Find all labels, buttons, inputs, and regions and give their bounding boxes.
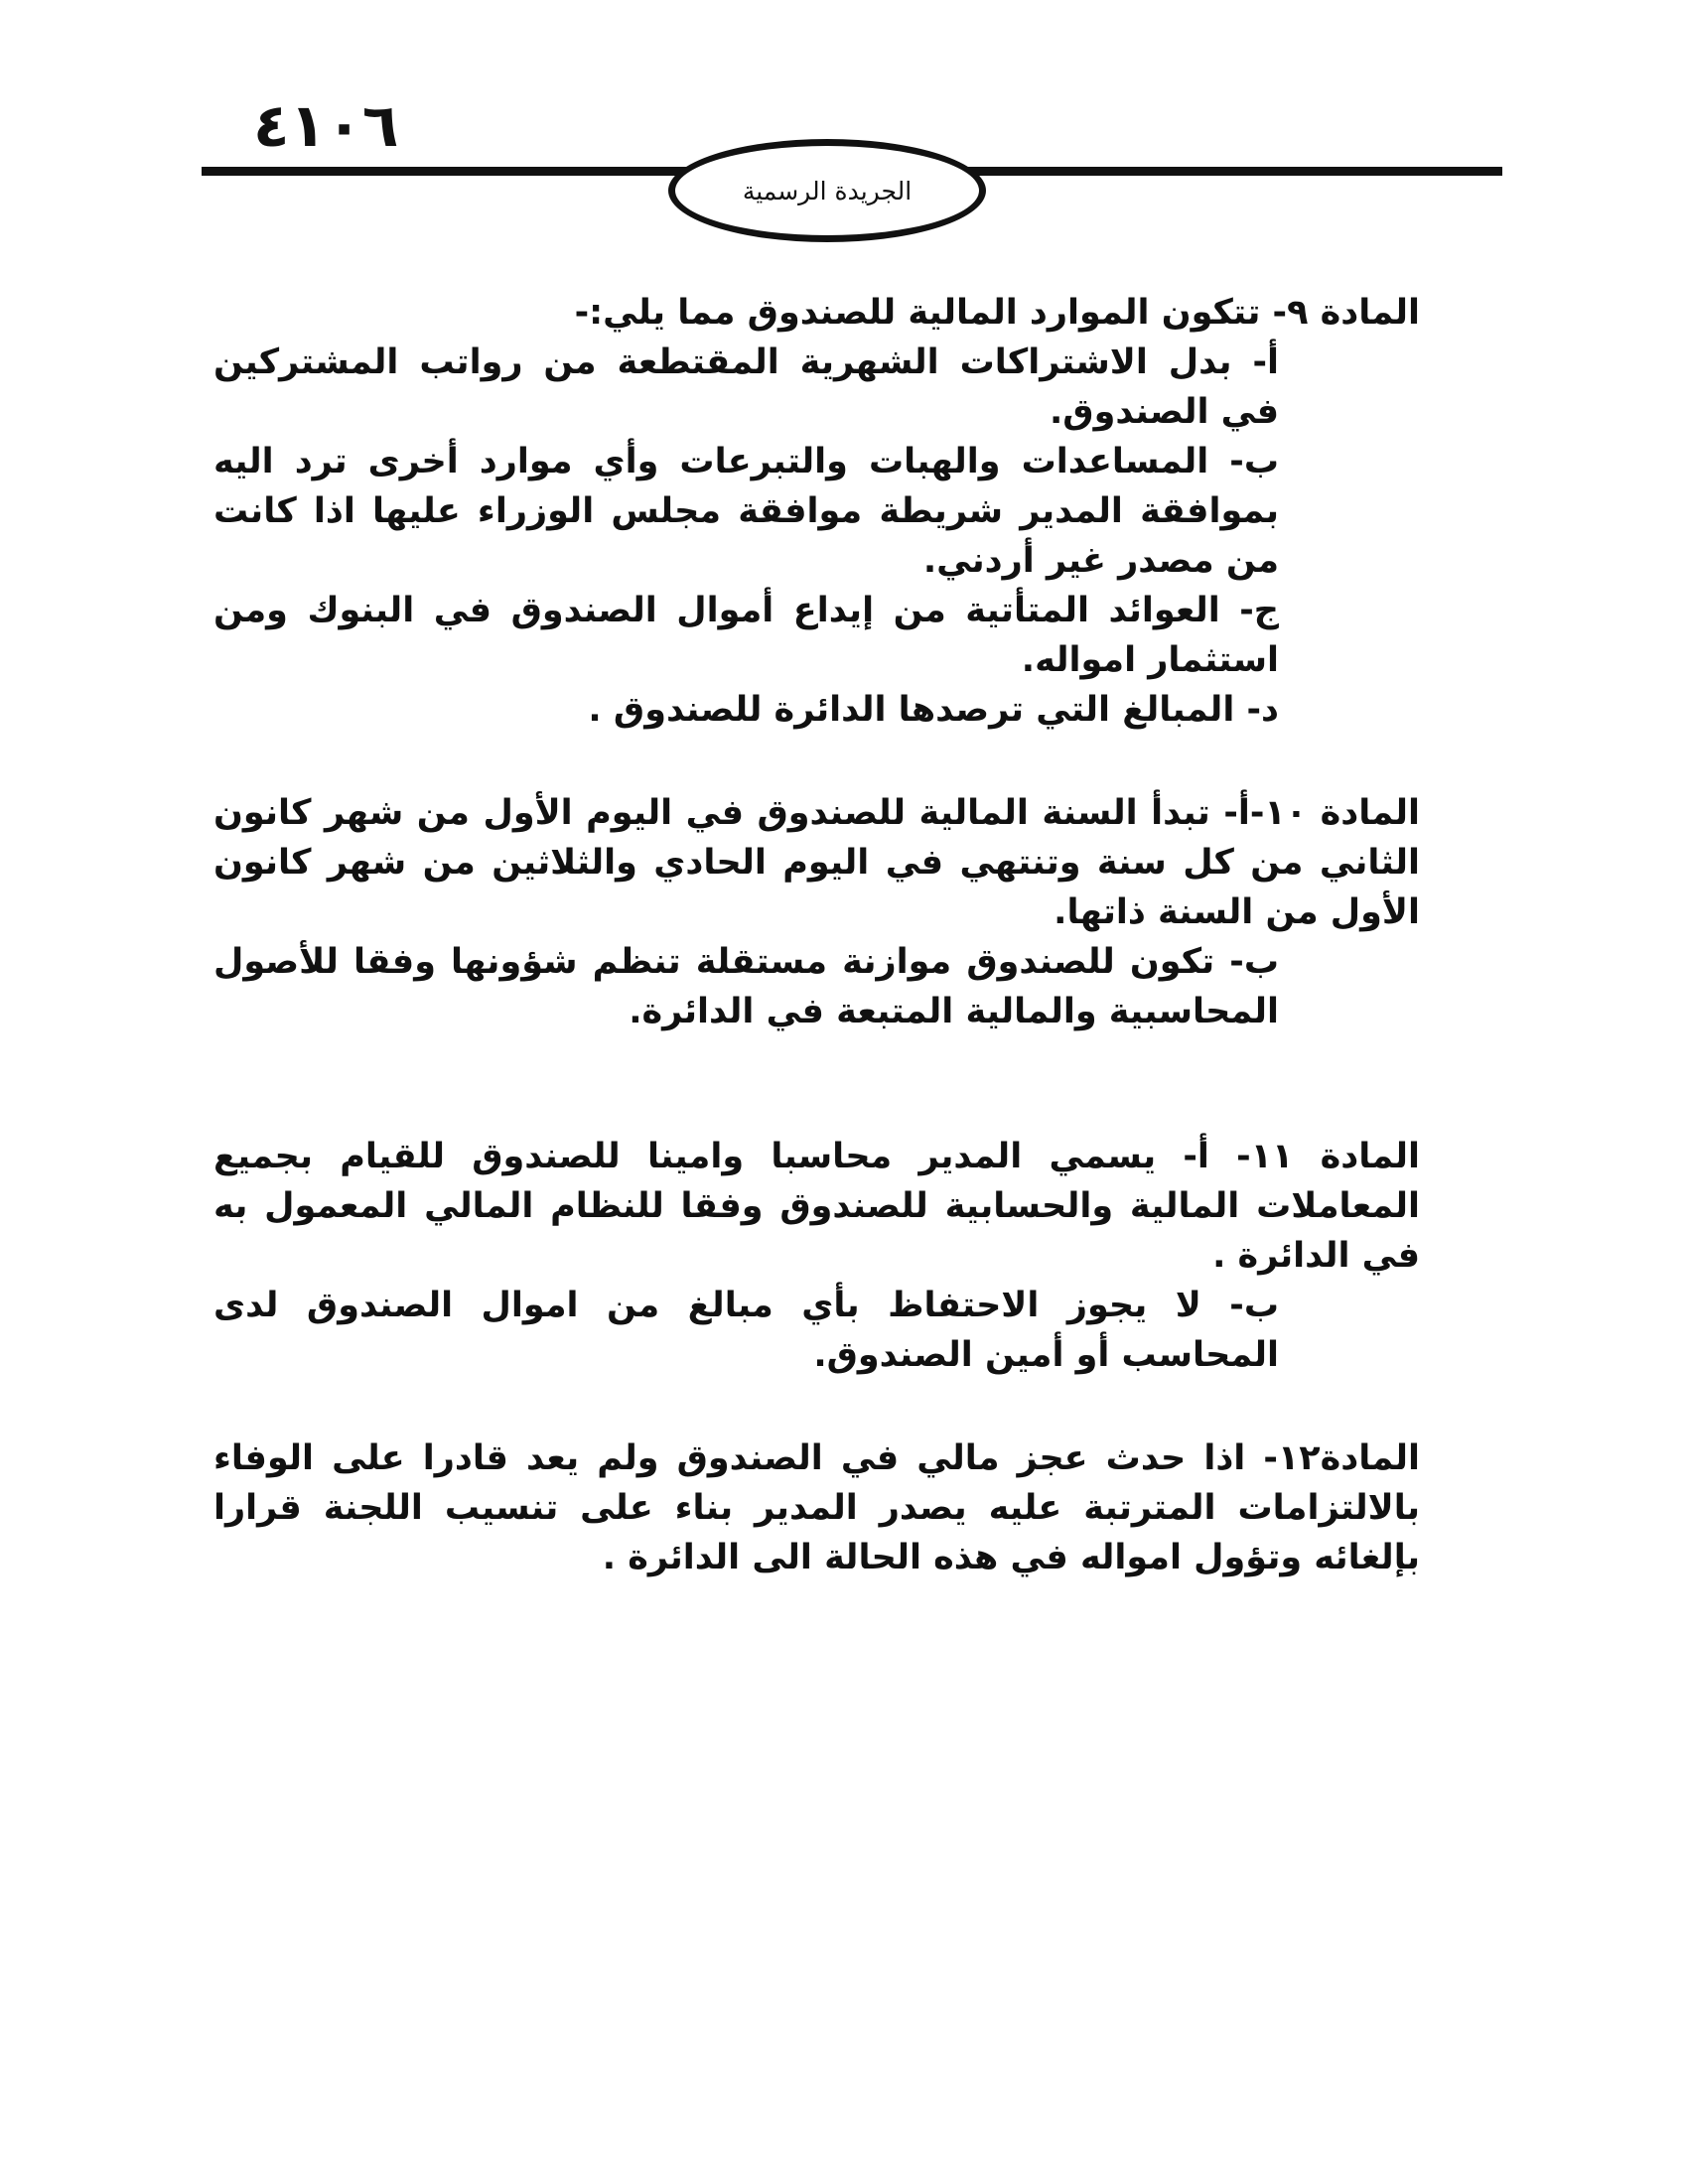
article-heading: المادة ١٠-أ- تبدأ السنة المالية للصندوق في اليوم الأول من شهر كانون الثاني من كل سنة وتنتهي في اليوم الحادي والثلاثين من شهر كانون الأول من السنة ذاتها. <box>213 793 1420 932</box>
article-item: ب- المساعدات والهبات والتبرعات وأي موارد أخرى ترد اليه بموافقة المدير شريطة موافقة مجلس الوزراء عليها اذا كانت من مصدر غير أردني. <box>213 442 1279 581</box>
page-number: ٤١٠٦ <box>253 91 399 161</box>
article-10 <box>213 788 1420 1036</box>
gazette-title: الجريدة الرسمية <box>742 176 913 205</box>
article-item: د- المبالغ التي ترصدها الدائرة للصندوق . <box>588 690 1279 730</box>
article-9 <box>213 288 1420 735</box>
article-item: أ- بدل الاشتراكات الشهرية المقتطعة من رواتب المشتركين في الصندوق. <box>213 342 1279 432</box>
gazette-title-oval <box>668 139 986 242</box>
article-11 <box>213 1132 1420 1380</box>
article-item: ب- تكون للصندوق موازنة مستقلة تنظم شؤونها وفقا للأصول المحاسبية والمالية المتبعة في الدائرة. <box>213 942 1279 1031</box>
article-12 <box>213 1433 1420 1582</box>
article-item: ج- العوائد المتأتية من إيداع أموال الصندوق في البنوك ومن استثمار امواله. <box>213 591 1279 680</box>
article-heading: المادة ٩- تتكون الموارد المالية للصندوق مما يلي:- <box>574 293 1420 333</box>
document-body <box>213 288 1420 1636</box>
article-heading: المادة١٢- اذا حدث عجز مالي في الصندوق ولم يعد قادرا على الوفاء بالالتزامات المترتبة عليه يصدر المدير بناء على تنسيب اللجنة قرارا بإلغائه وتؤول امواله في هذه الحالة الى الدائرة . <box>213 1438 1420 1577</box>
article-heading: المادة ١١- أ- يسمي المدير محاسبا وامينا للصندوق للقيام بجميع المعاملات المالية والحسابية للصندوق وفقا للنظام المالي المعمول به في الدائرة . <box>213 1137 1420 1276</box>
article-item: ب- لا يجوز الاحتفاظ بأي مبالغ من اموال الصندوق لدى المحاسب أو أمين الصندوق. <box>213 1286 1279 1375</box>
